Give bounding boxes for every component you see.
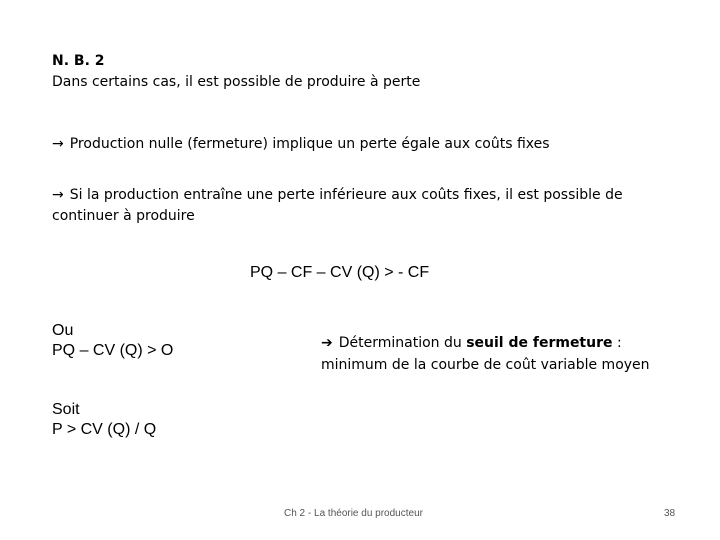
seuil-de-fermeture: seuil de fermeture bbox=[466, 335, 613, 351]
arrow-right-icon: → bbox=[52, 187, 64, 203]
ou-block bbox=[52, 321, 173, 361]
ou-label: Ou bbox=[52, 322, 74, 339]
determination-line-1 bbox=[321, 332, 681, 354]
soit-label: Soit bbox=[52, 401, 80, 418]
ou-formula: PQ – CV (Q) > O bbox=[52, 342, 174, 359]
point-production-nulle bbox=[52, 134, 662, 155]
arrow-right-icon: ➔ bbox=[321, 335, 333, 351]
footer-text: Ch 2 - La théorie du producteur bbox=[284, 508, 423, 519]
main-formula: PQ – CF – CV (Q) > - CF bbox=[250, 264, 430, 281]
note-line: Dans certains cas, il est possible de produire à perte bbox=[52, 74, 421, 90]
point-text: Production nulle (fermeture) implique un perte égale aux coûts fixes bbox=[69, 136, 550, 152]
soit-formula: P > CV (Q) / Q bbox=[52, 421, 157, 438]
note-title: N. B. 2 bbox=[52, 53, 105, 69]
determination-suffix: : bbox=[612, 335, 622, 351]
determination-line-2: minimum de la courbe de coût variable moyen bbox=[321, 357, 650, 373]
point-text: Si la production entraîne une perte inférieure aux coûts fixes, il est possible de continuer à produire bbox=[52, 187, 623, 224]
point-perte-inferieure bbox=[52, 185, 662, 227]
determination-block bbox=[321, 332, 681, 376]
arrow-right-icon: → bbox=[52, 136, 64, 152]
soit-block bbox=[52, 400, 156, 440]
page-number: 38 bbox=[664, 508, 676, 519]
determination-prefix: Détermination du bbox=[338, 335, 467, 351]
